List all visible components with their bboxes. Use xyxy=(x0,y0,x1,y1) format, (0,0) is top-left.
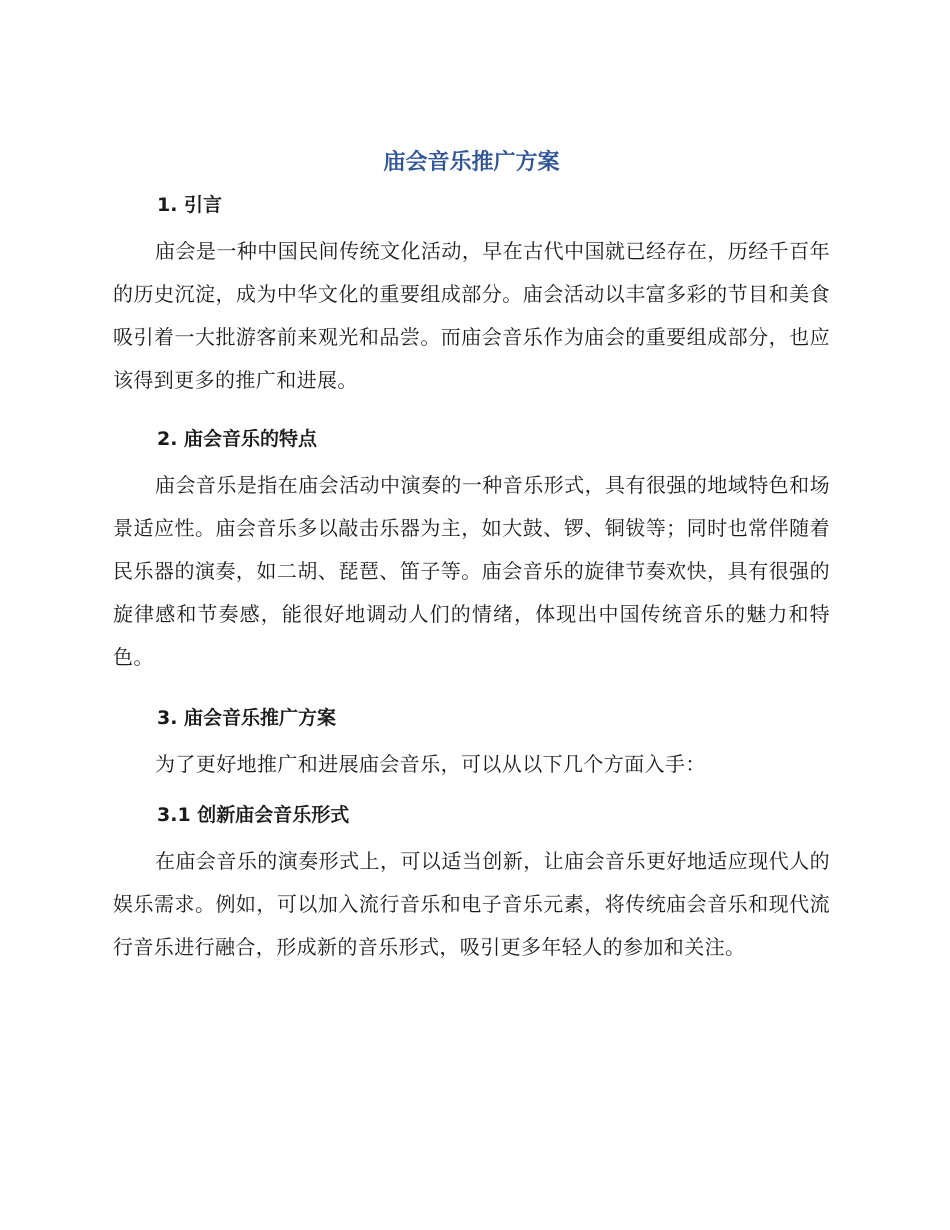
section-paragraph-introduction: 庙会是一种中国民间传统文化活动，早在古代中国就已经存在，历经千百年的历史沉淀，成为中华文化的重要组成部分。庙会活动以丰富多彩的节目和美食吸引着一大批游客前来观光和品尝。而庙会音乐作为庙会的重要组成部分，也应该得到更多的推广和进展。 xyxy=(113,239,830,392)
section-paragraph-features: 庙会音乐是指在庙会活动中演奏的一种音乐形式，具有很强的地域特色和场景适应性。庙会音乐多以敲击乐器为主，如大鼓、锣、铜钹等；同时也常伴随着民乐器的演奏，如二胡、琵琶、笛子等。庙会音乐的旋律节奏欢快，具有很强的旋律感和节奏感，能很好地调动人们的情绪，体现出中国传统音乐的魅力和特色。 xyxy=(113,473,830,669)
section-heading-features: 2. 庙会音乐的特点 xyxy=(157,428,318,450)
section-heading-introduction: 1. 引言 xyxy=(157,194,223,216)
section-heading-innovate-form: 3.1 创新庙会音乐形式 xyxy=(157,804,350,826)
section-paragraph-innovate-form: 在庙会音乐的演奏形式上，可以适当创新，让庙会音乐更好地适应现代人的娱乐需求。例如，可以加入流行音乐和电子音乐元素，将传统庙会音乐和现代流行音乐进行融合，形成新的音乐形式，吸引更多年轻人的参加和关注。 xyxy=(113,849,830,959)
section-paragraph-promotion-plan: 为了更好地推广和进展庙会音乐，可以从以下几个方面入手： xyxy=(155,752,706,776)
section-heading-promotion-plan: 3. 庙会音乐推广方案 xyxy=(157,707,337,729)
document-title: 庙会音乐推广方案 xyxy=(383,150,560,175)
document-page xyxy=(113,146,830,969)
